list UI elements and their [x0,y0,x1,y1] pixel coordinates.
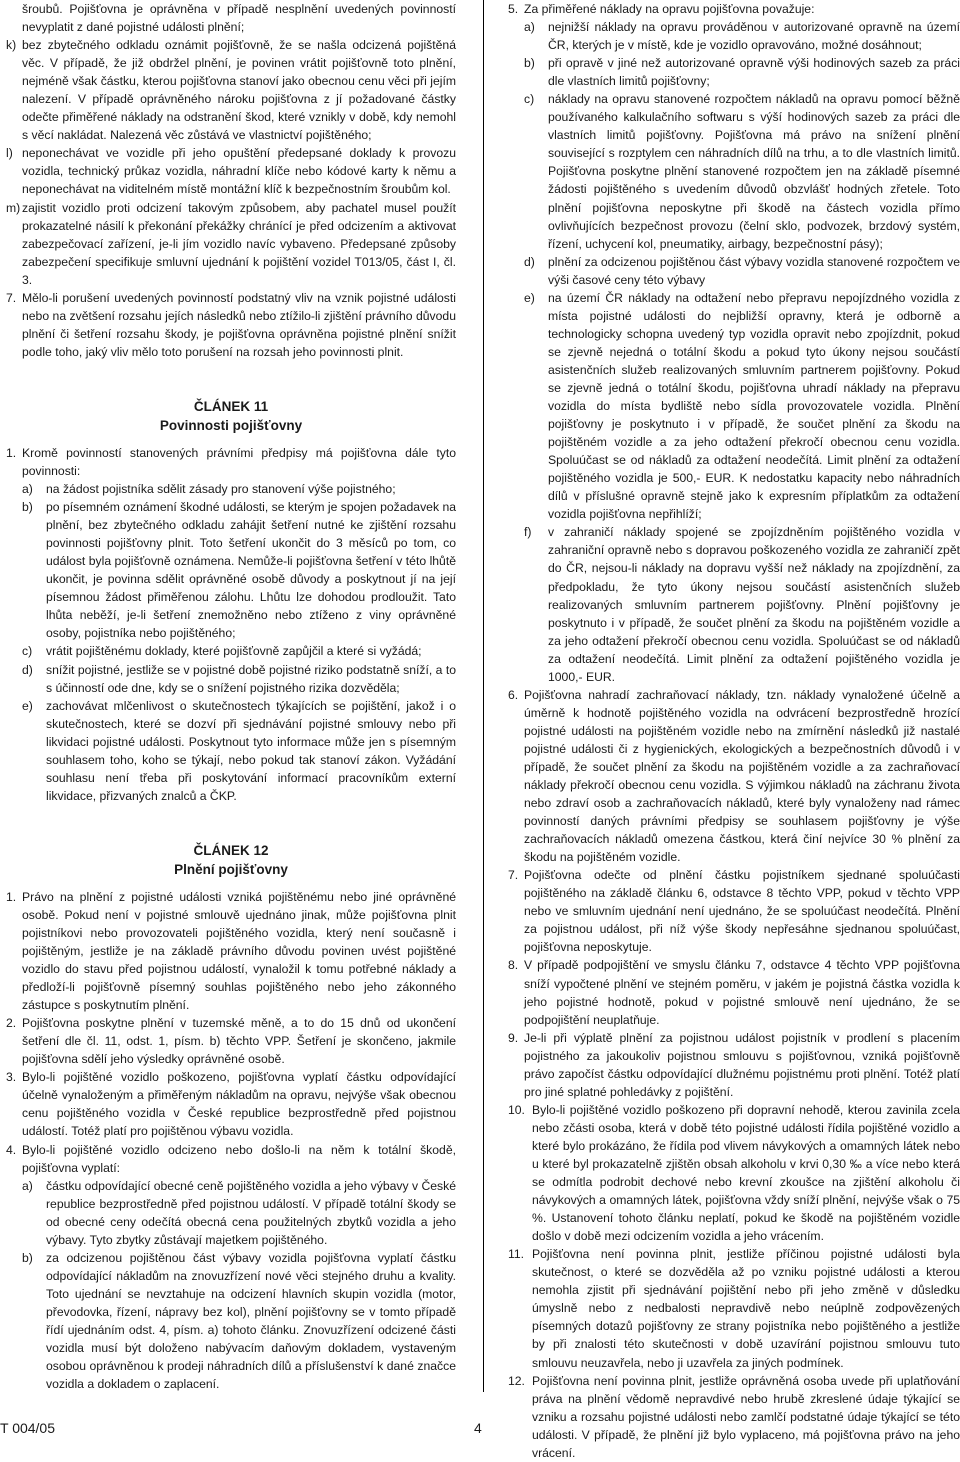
item-text: za odcizenou pojištěnou část výbavy vozidla pojišťovna vyplatí částku odpovídající nákladům na znovuzřízení nové věci stejného druhu a kvality. Toto ujednání se nevztahuje na odcizení hlavních skupin vozidla (motor, převodovka, řízení, nápravy bez kol), plnění pojišťovny se v tomto případě řídí ujednáním odst. 4, písm. a) tohoto článku. Znovuzřízení odcizené části vozidla musí být doloženo nabývacím daňovým dokladem, vystaveným osobou oprávněnou k prodeji náhradních dílů a příslušenství k dané značce vozidla a dokladem o zaplacení. [46,1250,456,1392]
page-number: 4 [474,1420,482,1436]
item-letter: m) [6,200,21,215]
point-number: 10. [508,1102,525,1117]
item-text: náklady na opravu stanovené rozpočtem nákladů na opravu pomocí běžně používaného kalkulačního softwaru s výší hodinových sazeb za práci dle vlastních limitů pojišťovny. Pojišťovna má právo na snížení plnění související s rozptylem cen náhradních dílů na trhu, a to dle vlastních limitů. Pojišťovna poskytne plnění stanovené rozpočtem jen na základě písemné žádosti pojištěného s uvedením důvodů obzvlášť hodných zřetele. Toto plnění pojišťovna neposkytne při škodě na částech vozidla přímo ovlivňujících bezpečnost provozu (čelní sklo, podvozek, brzdový systém, řízení, uchycení kol, pneumatiky, airbagy, bezpečnostní pásy); [548,92,960,251]
list-item-c [524,90,960,252]
item-text: bez zbytečného odkladu oznámit pojišťovně, že se našla odcizená pojištěná věc. V případě, že již obdržel plnění, je povinen vrátit pojišťovně toto plnění, nejméně však částku, kterou pojišťovna stanoví jako obecnou cenu věci při jejím nalezení. V případě oprávněného nároku pojišťovna z jí požadované částky odečte přiměřené náklady na odstranění škod, které vznikly v době, kdy nemohl s věcí nakládat. Nalezená věc zůstává ve vlastnictví pojištěného; [22,38,456,143]
article-12-point-1 [6,888,456,1014]
point-text: Pojišťovna odečte od plnění částku pojistníkem sjednané spoluúčasti pojištěného na základě článku 6, odstavce 8 těchto VPP, pokud v těchto VPP nebo ve smluvním ujednání není ujednáno, že se spoluúčast neodečítá. Plnění za pojistnou událost, při níž výše škody nepřesáhne sjednanou spoluúčast, pojišťovna neposkytuje. [524,868,960,955]
item-text: vrátit pojištěnému doklady, které pojišťovně zapůjčil a které si vyžádá; [46,644,422,659]
point-text: Pojišťovna poskytne plnění v tuzemské měně, a to do 15 dnů od ukončení šetření dle čl. 11, odst. 1, písm. b) těchto VPP. Šetření je skončeno, jakmile pojišťovna sdělí jeho výsledky oprávněné osobě. [22,1016,456,1067]
point-number: 7. [508,868,519,883]
point-number: 8. [508,958,519,973]
list-item-c [22,642,456,660]
column-divider [483,0,484,1392]
item-text: na žádost pojistníka sdělit zásady pro stanovení výše pojistného; [46,482,396,497]
point-number: 9. [508,1030,519,1045]
item-letter: a) [22,482,33,497]
point-number: 1. [6,889,17,904]
list-item-b [22,1249,456,1393]
article-12-subtitle: Plnění pojišťovny [174,861,288,877]
item-text: v zahraničí náklady spojené se zpojízdněním pojištěného vozidla v zahraniční opravně nebo s dopravou poškozeného vozidla ze zahraničí zpět do ČR, nejsou-li náklady na dopravu vyšší než náklady na zpojízdnění, za předpokladu, že tyto úkony nejsou součástí asistenčních služeb realizovaných smluvním partnerem pojišťovny. Plnění pojišťovny je poskytnuto i v případě, že součet plnění za škodu na pojištěném vozidle a za jeho odtažení překročí obecnou cenu vozidla. Spoluúčast se od nákladů za odtažení neodečítá. Limit plnění za odtažení pojištěného vozidla je 1000,- EUR. [548,525,960,684]
item-text: na území ČR náklady na odtažení nebo přepravu nepojízdného vozidla z místa pojistné události do nejbližší opravny, která je odborně a technologicky schopna uvedený typ vozidla opravit nebo zpojízdnit, pokud se zjevně nejedná o totální škodu a pokud tyto úkony nejsou součástí asistenčních služeb realizovaných smluvním partnerem pojišťovny. Pokud se zjevně jedná o totální škodu, pojišťovna uhradí náklady na přepravu vozidla do místa bydliště nebo sídla provozovatele vozidla. Plnění pojišťovny je poskytnuto i v případě, že součet plnění za škodu na pojištěném vozidle a za jeho odtažení překročí obecnou cenu vozidla. Spoluúčast se od nákladů za odtažení neodečítá. Limit plnění za odtažení pojištěného vozidla je 500,- EUR. K nedostatku kapacity nebo náhradních dílů v příslušné opravně stejně jako k expresním příplatkům za odtažení vozidla pojišťovna nepřihlíží; [548,290,960,522]
point-text: Bylo-li pojištěné vozidlo odcizeno nebo došlo-li na něm k totální škodě, pojišťovna vyplatí: [22,1142,456,1175]
list-item-m [6,199,456,289]
point-11 [508,1245,960,1371]
point-number: 4. [6,1142,17,1157]
list-item-b [524,54,960,90]
point-text: Pojišťovna nahradí zachraňovací náklady, tzn. náklady vynaložené účelně a úměrně k hodnotě pojištěného vozidla na odvrácení bezprostředně hrozící pojistné události na pojištěném vozidle nebo na zmírnění následků již nastalé pojistné události či z hygienických, ekologických a bezpečnostních důvodů i v případě, že součet plnění za škodu na pojištěném vozidle a za zachraňovací náklady překročí obecnou cenu vozidla. S výjimkou nákladů na záchranu života nebo zdraví osob a zachraňovacích nákladů, které byly vynaloženy nad rámec povinností daných právními předpisy se souhlasem pojišťovny je výše zachraňovacích nákladů omezena částkou, která činí nejvíce 30 % plnění za škodu na pojištěném vozidle. [524,687,960,865]
list-item-d [22,661,456,697]
point-text: Je-li při výplatě plnění za pojistnou událost pojistník v prodlení s placením pojistného za jakoukoliv pojistnou smlouvu s pojišťovnou, vzniká pojišťovně právo započíst částku odpovídající dlužnému pojistnému proti plnění. Totéž platí pro jiné splatné pohledávky z pojištění. [524,1030,960,1099]
item-letter: l) [6,146,13,161]
point-text: Mělo-li porušení uvedených povinností podstatný vliv na vznik pojistné události nebo na zvětšení rozsahu jejích následků nebo ztížilo-li zjištění právního důvodu plnění či šetření rozsahu škody, je pojišťovna oprávněna pojistné plnění snížit podle toho, jaký vliv mělo toto porušení na rozsah jeho povinnosti plnit. [22,290,456,359]
point-7 [6,289,456,361]
point-12 [508,1372,960,1462]
article-11-point-1 [6,444,456,480]
article-11-title: ČLÁNEK 11 [193,398,269,414]
point-number: 7. [6,290,17,305]
list-item-a [22,480,456,498]
list-item-l [6,144,456,198]
item-text: plnění za odcizenou pojištěnou část výbavy vozidla stanovené rozpočtem ve výši časové ceny této výbavy [548,254,960,287]
item-letter: a) [22,1178,33,1193]
point-5 [508,0,960,18]
article-12-point-3 [6,1068,456,1140]
document-code: T 004/05 [0,1420,56,1436]
item-letter: d) [524,254,535,269]
item-letter: c) [22,644,33,659]
article-12-title: ČLÁNEK 12 [193,842,269,858]
point-text: Kromě povinností stanovených právními předpisy má pojišťovna dále tyto povinnosti: [22,445,456,478]
list-item-d [524,253,960,289]
intro-continuation: šroubů. Pojišťovna je oprávněna v případě nesplnění uvedených povinností nevyplatit z dané pojistné události plnění; [22,2,456,35]
point-text: Bylo-li pojištěné vozidlo poškozeno, pojišťovna vyplatí částku odpovídající účelně vynaloženým a přiměřeným nákladům na opravu, nejvýše však obecnou cenu pojištěného vozidla v České republice bezprostředně před pojistnou událostí. Totéž platí pro pojištěnou výbavu vozidla. [22,1070,456,1139]
list-item-a [22,1177,456,1249]
point-text: Právo na plnění z pojistné události vzniká pojištěnému nebo jiné oprávněné osobě. Pokud není v pojistné smlouvě ujednáno jinak, může pojišťovna plnit pojistníkovi nebo provozovateli pojištěného vozidla, který není současně i pojištěným, jestliže je na základě právního důvodu povinen uvést pojištěné vozidlo do stavu před pojistnou událostí, vynaložil k tomu potřebné náklady a předloží-li pojišťovně písemný souhlas pojištěného nebo jeho zákonného zástupce s poskytnutím plnění. [22,889,456,1013]
list-item-a [524,18,960,54]
item-letter: b) [22,500,33,515]
item-text: po písemném oznámení škodné události, se kterým je spojen požadavek na plnění, bez zbytečného odkladu zahájit šetření nutné ke zjištění rozsahu povinnosti pojišťovny plnit. Toto šetření ukončit do 3 měsíců po tom, co událost byla pojišťovně oznámena. Nemůže-li pojišťovna šetření v této lhůtě ukončit, je povinna sdělit oprávněné osobě důvody a poskytnout jí na její písemnou žádost přiměřenou zálohu. Lhůtu lze dohodou prodloužit. Tato lhůta neběží, je-li šetření znemožněno nebo ztíženo z viny oprávněné osoby, pojistníka nebo pojištěného; [46,500,456,641]
item-text: zachovávat mlčenlivost o skutečnostech týkajících se pojištění, jakož i o skutečnostech, které se dozví při sjednávání pojistné smlouvy nebo při likvidaci pojistné události. Poskytnout tyto informace může jen s písemným souhlasem toho, koho se týkají, nebo pokud tak stanoví zákon. Vyžádání souhlasu není třeba při poskytování informací pracovníkům externí likvidace, přizvaných znalců a ČKP. [46,698,456,803]
item-letter: a) [524,20,535,35]
point-number: 1. [6,445,17,460]
item-letter: c) [524,92,535,107]
item-text: při opravě v jiné než autorizované opravně výši hodinových sazeb za práci dle vlastních limitů pojišťovny; [548,56,960,89]
article-12-point-2 [6,1014,456,1068]
point-number: 11. [508,1247,525,1262]
point-number: 3. [6,1070,17,1085]
item-letter: e) [524,290,535,305]
article-11-subtitle: Povinnosti pojišťovny [159,417,303,433]
item-letter: f) [524,525,532,540]
list-item-e [524,289,960,524]
list-item-e [22,697,456,805]
item-letter: k) [6,38,17,53]
point-number: 12. [508,1373,525,1388]
point-number: 5. [508,2,519,16]
point-number: 2. [6,1016,17,1031]
item-text: neponechávat ve vozidle při jeho opuštění předepsané doklady k provozu vozidla, technický průkaz vozidla, náhradní klíče nebo kódové karty k němu a neponechávat na viditelném místě montážní klíč k bezpečnostním šroubům kol. [22,146,456,197]
point-8 [508,956,960,1028]
right-column [508,0,960,1462]
point-text: V případě podpojištění ve smyslu článku 7, odstavce 4 těchto VPP pojišťovna sníží vypočtené plnění ve stejném poměru, v jakém je pojistná částka vozidla k jeho pojistné hodnotě, pokud v pojistné smlouvě není ujednáno, že se podpojištění neuplatňuje. [524,958,960,1027]
article-12-point-4 [6,1141,456,1177]
point-7 [508,866,960,956]
item-letter: b) [524,56,535,71]
point-text: Za přiměřené náklady na opravu pojišťovna považuje: [524,2,815,16]
point-number: 6. [508,687,519,702]
left-column [6,0,456,1393]
item-text: zajistit vozidlo proti odcizení takovým způsobem, aby pachatel musel použít prokazatelné násilí k překonání překážky chránící je před odcizením a aktivovat zabezpečovací zařízení, je-li jím vozidlo navíc vybaveno. Předepsané způsoby zabezpečení specifikuje smluvní ujednání k pojištění vozidel T013/05, část I, čl. 3. [22,200,456,287]
item-letter: e) [22,698,33,713]
item-text: nejnižší náklady na opravu prováděnou v autorizované opravně na území ČR, kterých je v místě, kde je vozidlo opravováno, možné dosáhnout; [548,20,960,53]
list-item-f [524,523,960,685]
item-letter: b) [22,1250,33,1265]
point-text: Bylo-li pojištěné vozidlo poškozeno při dopravní nehodě, kterou zavinila zcela nebo zčásti osoba, která v době této pojistné události řídila pojištěné vozidlo a které bylo prokázáno, že řídila pod vlivem návykových a omamných látek nebo u které byl prokazatelně zjištěn obsah alkoholu v krvi 0,30 ‰ a více nebo která se odmítla podrobit dechové nebo krevní zkoušce na zjištění alkoholu či návykových a omamných látek, pojišťovna vždy sníží plnění, nejvýše však o 75 %. Ustanovení tohoto článku neplatí, pokud ke škodě na pojištěném vozidle došlo v době mezi odcizením vozidla a jeho vrácením. [532,1102,960,1244]
list-item-k [6,36,456,144]
point-9 [508,1029,960,1101]
item-text: snížit pojistné, jestliže se v pojistné době pojistné riziko podstatně sníží, a to s účinností ode dne, kdy se o snížení pojistného rizika dozvěděla; [46,662,456,695]
list-item-b [22,498,456,642]
point-text: Pojišťovna není povinna plnit, jestliže příčinou pojistné události byla skutečnost, o které se dozvěděla až po vzniku pojistné události a kterou nemohla zjistit při sjednávání pojištění nebo při jeho změně v důsledku úmyslně nebo z nedbalosti nepravdivě nebo neúplně zodpovězených písemných dotazů pojišťovny ze strany pojistníka nebo pojištěného a jestliže by při znalosti této skutečnosti v době uzavírání pojistnou smlouvu tuto smlouvu neuzavřela, nebo ji uzavřela za jiných podmínek. [532,1247,960,1370]
item-letter: d) [22,662,33,677]
point-10 [508,1101,960,1245]
point-text: Pojišťovna není povinna plnit, jestliže oprávněná osoba uvede při uplatňování práva na plnění vědomě nepravdivé nebo hrubě zkreslené údaje týkající se vzniku a rozsahu pojistné události nebo zamlčí podstatné údaje týkající se této události. V případě, že plnění již bylo vyplaceno, má pojišťovna právo na jeho vrácení. [532,1373,960,1460]
point-6 [508,686,960,866]
item-text: částku odpovídající obecné ceně pojištěného vozidla a jeho výbavy v České republice bezprostředně před pojistnou událostí. V případě totální škody se od obecné ceny odečítá obecná cena použitelných zbytků vozidla a jeho výbavy. Tyto zbytky zůstávají majetkem pojištěného. [46,1178,456,1247]
